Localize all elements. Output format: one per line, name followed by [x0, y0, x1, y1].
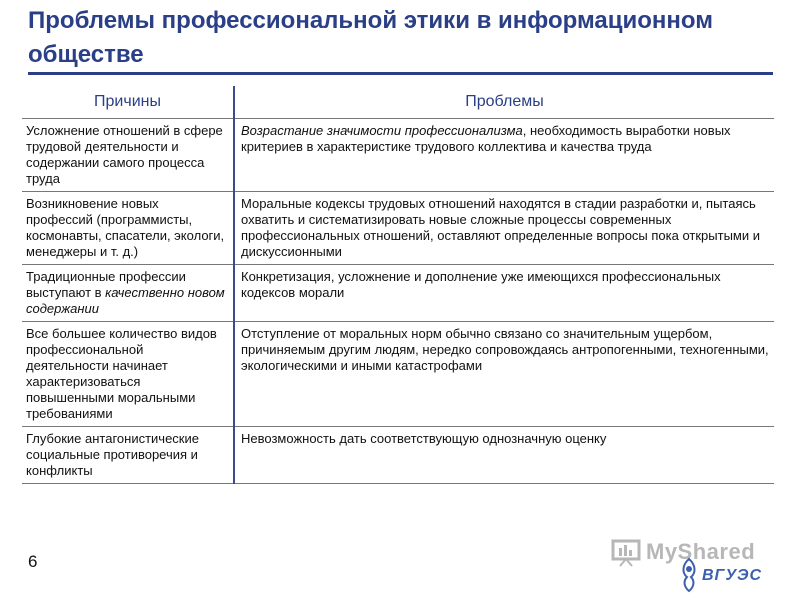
cause-cell: Глубокие антагонистические социальные противоречия и конфликты [22, 427, 234, 484]
table-row [22, 427, 774, 484]
problem-cell [234, 265, 774, 322]
cause-text: Традиционные профессии выступают в [26, 269, 186, 300]
problem-cell [234, 322, 774, 427]
problem-text: , необходимость выработки новых критериев в характеристике трудового коллектива и качества труда [241, 123, 731, 154]
page-title: Проблемы профессиональной этики в информационном обществе [28, 7, 714, 68]
problem-emphasis: Возрастание значимости профессионализма [241, 123, 523, 138]
table-row [22, 192, 774, 265]
presentation-board-icon [610, 537, 642, 572]
watermark-brand: MyShared [646, 539, 756, 564]
problem-text: Невозможность дать соответствующую однозначную оценку [241, 431, 607, 446]
cause-cell: Усложнение отношений в сфере трудовой деятельности и содержании самого процесса труда [22, 119, 234, 192]
problem-cell [234, 119, 774, 192]
cause-cell: Все большее количество видов профессиональной деятельности начинает характеризоваться повышенными моральными требованиями [22, 322, 234, 427]
title-underline [28, 72, 773, 75]
cause-cell: Возникновение новых профессий (программисты, космонавты, спасатели, экологи, менеджеры и т. д.) [22, 192, 234, 265]
page-number: 6 [28, 552, 38, 571]
table-row [22, 322, 774, 427]
problem-text: Моральные кодексы трудовых отношений находятся в стадии разработки и, пытаясь охватить и систематизировать новые сложные процессы современных профессиональных отношений, оставляют определенные вопросы пока открытыми и дискуссионными [241, 196, 760, 259]
problem-text: Отступление от моральных норм обычно связано со значительным ущербом, причиняемым другим людям, нередко сопровождаясь антропогенными, техногенными, экологическими и иными катастрофами [241, 326, 769, 373]
table-header-row [22, 86, 774, 119]
watermark-logo [606, 535, 776, 595]
university-logo-text: ВГУЭС [702, 567, 763, 584]
problem-cell [234, 192, 774, 265]
table-row [22, 265, 774, 322]
table-row [22, 119, 774, 192]
header-problems: Проблемы [234, 86, 774, 119]
university-emblem-icon [678, 557, 700, 598]
cause-emphasis: качественно новом содержании [26, 285, 225, 316]
ethics-table [22, 86, 774, 484]
cause-cell [22, 265, 234, 322]
header-causes: Причины [22, 86, 234, 119]
problem-text: Конкретизация, усложнение и дополнение уже имеющихся профессиональных кодексов морали [241, 269, 721, 300]
problem-cell [234, 427, 774, 484]
